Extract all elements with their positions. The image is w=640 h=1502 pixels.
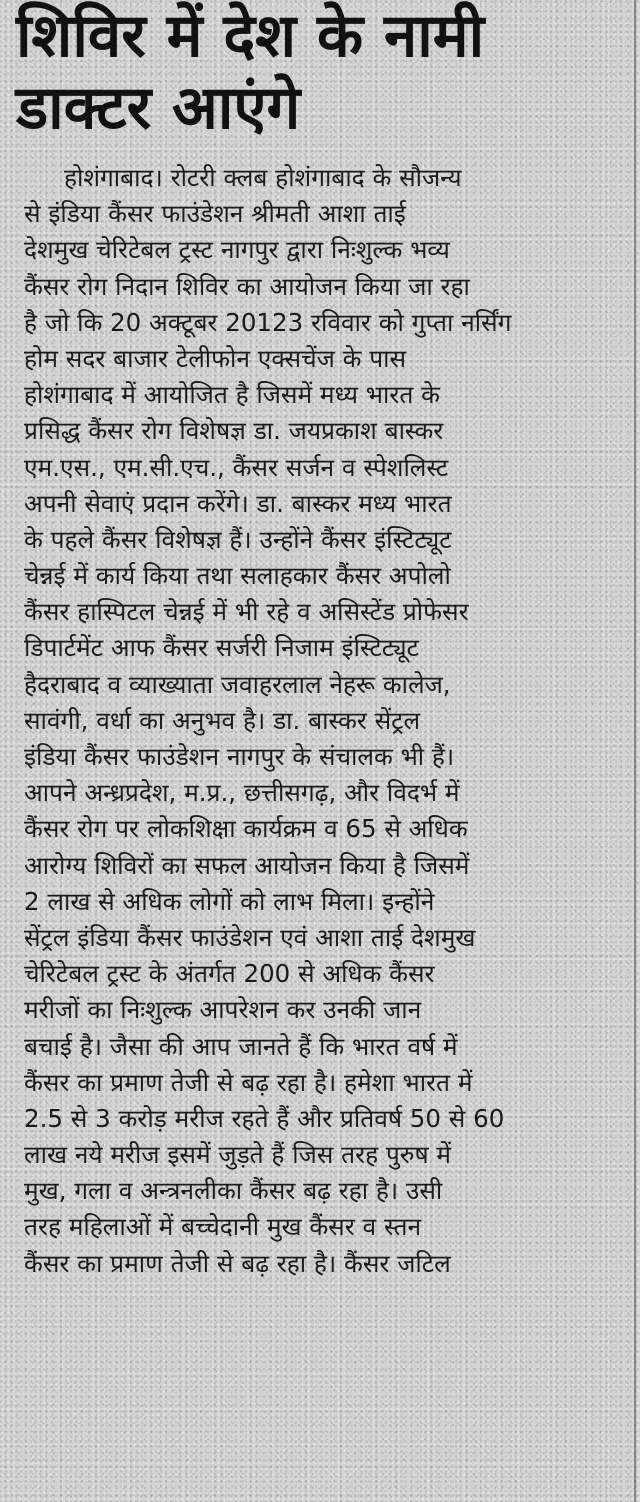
body-line: कैंसर रोग पर लोकशिक्षा कार्यक्रम व 65 से अधिक xyxy=(24,814,468,844)
body-line: चेन्नई में कार्य किया तथा सलाहकार कैंसर अपोलो xyxy=(24,561,451,591)
body-line: एम.एस., एम.सी.एच., कैंसर सर्जन व स्पेशलिस्ट xyxy=(24,452,449,482)
body-line: तरह महिलाओं में बच्चेदानी मुख कैंसर व स्तन xyxy=(24,1212,422,1242)
body-line: 2 लाख से अधिक लोगों को लाभ मिला। इन्होंने xyxy=(24,886,435,916)
headline-line-1: शिविर में देश के नामी xyxy=(16,1,485,71)
body-line: आरोग्य शिविरों का सफल आयोजन किया है जिसमें xyxy=(24,850,470,880)
body-line: देशमुख चेरिटेबल ट्रस्ट नागपुर द्वारा निःशुल्क भव्य xyxy=(24,235,450,265)
body-line: होशंगाबाद। रोटरी क्लब होशंगाबाद के सौजन्य xyxy=(64,163,462,192)
body-line: इंडिया कैंसर फाउंडेशन नागपुर के संचालक भी हैं। xyxy=(24,742,455,771)
body-line: कैंसर रोग निदान शिविर का आयोजन किया जा रहा xyxy=(24,271,470,301)
body-line: के पहले कैंसर विशेषज्ञ हैं। उन्होंने कैंसर इंस्टिट्यूट xyxy=(24,524,452,554)
body-line: लाख नये मरीज इसमें जुड़ते हैं जिस तरह पुरुष में xyxy=(24,1140,452,1170)
body-line: सेंट्रल इंडिया कैंसर फाउंडेशन एवं आशा ताई देशमुख xyxy=(24,922,476,952)
body-line: कैंसर का प्रमाण तेजी से बढ़ रहा है। कैंसर जटिल xyxy=(24,1248,451,1278)
body-line: प्रसिद्ध कैंसर रोग विशेषज्ञ डा. जयप्रकाश बास्कर xyxy=(24,416,444,446)
body-line: 2.5 से 3 करोड़ मरीज रहते हैं और प्रतिवर्ष 50 से 60 xyxy=(24,1103,505,1133)
body-line: चेरिटेबल ट्रस्ट के अंतर्गत 200 से अधिक कैंसर xyxy=(24,959,435,989)
body-line: हैदराबाद व व्याख्याता जवाहरलाल नेहरू कालेज, xyxy=(24,669,451,699)
body-line: अपनी सेवाएं प्रदान करेंगे। डा. बास्कर मध्य भारत xyxy=(24,488,452,518)
body-line: मुख, गला व अन्त्रनलीका कैंसर बढ़ रहा है। उसी xyxy=(24,1176,443,1206)
article-body xyxy=(24,160,624,1282)
body-line: से इंडिया कैंसर फाउंडेशन श्रीमती आशा ताई xyxy=(24,199,406,229)
body-line: मरीजों का निःशुल्क आपरेशन कर उनकी जान xyxy=(24,995,422,1025)
body-line: बचाई है। जैसा की आप जानते हैं कि भारत वर्ष में xyxy=(24,1031,458,1061)
body-line: डिपार्टमेंट आफ कैंसर सर्जरी निजाम इंस्टिट्यूट xyxy=(24,633,420,663)
column-rule xyxy=(634,0,636,1502)
body-line: आपने अन्ध्रप्रदेश, म.प्र., छत्तीसगढ़, और विदर्भ में xyxy=(24,778,460,808)
body-line: कैंसर हास्पिटल चेन्नई में भी रहे व असिस्टेंड प्रोफेसर xyxy=(24,597,469,627)
body-line: होम सदर बाजार टेलीफोन एक्सचेंज के पास xyxy=(24,343,407,373)
body-line: कैंसर का प्रमाण तेजी से बढ़ रहा है। हमेशा भारत में xyxy=(24,1067,473,1097)
body-line: है जो कि 20 अक्टूबर 20123 रविवार को गुप्ता नर्सिंग xyxy=(24,307,512,337)
body-line: सावंगी, वर्धा का अनुभव है। डा. बास्कर सेंट्रल xyxy=(24,705,421,735)
headline-line-2: डाक्टर आएंगे xyxy=(16,73,301,143)
body-line: होशंगाबाद में आयोजित है जिसमें मध्य भारत के xyxy=(24,380,440,410)
article-headline xyxy=(16,0,626,144)
